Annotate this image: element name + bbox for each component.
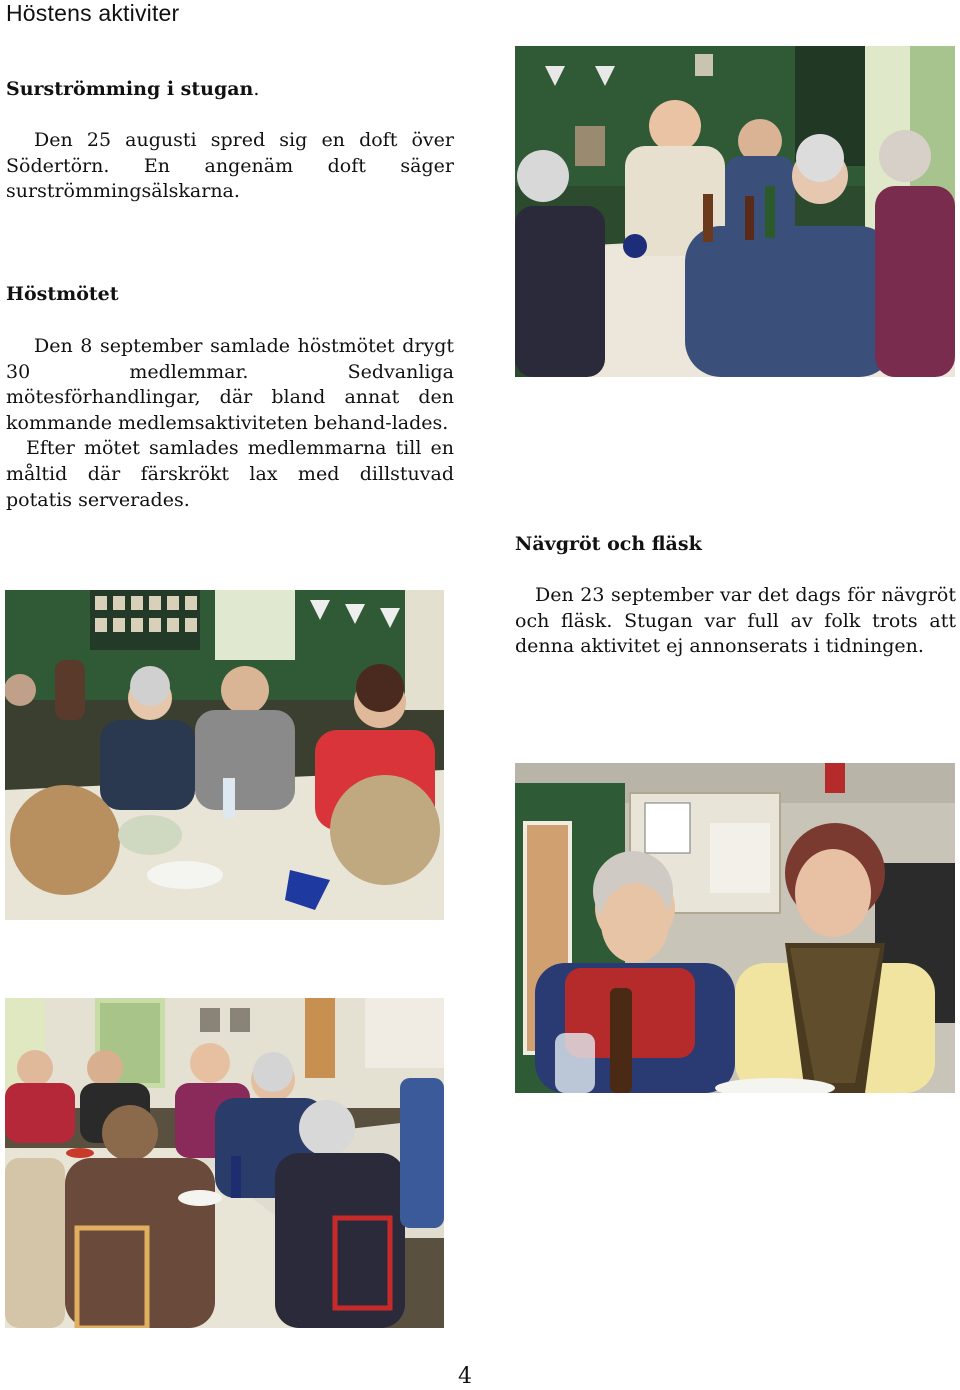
photo-two-women xyxy=(515,763,955,1093)
section-text-navgrot xyxy=(515,583,956,660)
page-number: 4 xyxy=(458,1364,472,1389)
paragraph: Den 8 september samlade höstmötet drygt 30 medlemmar. Sedvanliga mötesförhandlingar, där bland annat den kommande medlemsaktiviteten behand-lades. xyxy=(6,335,454,434)
paragraph: Efter mötet samlades medlemmarna till en måltid där färskrökt lax med dillstuvad potatis serverades. xyxy=(6,437,454,511)
section-heading-hostmotet: Höstmötet xyxy=(6,283,119,305)
section-text-hostmotet xyxy=(6,334,454,513)
heading-text: Surströmming i stugan xyxy=(6,78,254,100)
paragraph: Den 25 augusti spred sig en doft över Södertörn. En angenäm doft säger surströmmingsälskarna. xyxy=(6,129,454,203)
section-text-surstromming xyxy=(6,128,454,205)
section-heading-surstromming xyxy=(6,78,259,100)
photo-navgrot-table xyxy=(5,998,444,1328)
paragraph: Den 23 september var det dags för nävgröt och fläsk. Stugan var full av folk trots att denna aktivitet ej annonserats i tidningen. xyxy=(515,584,956,658)
photo-surstromming-dinner xyxy=(515,46,955,377)
page-title: Höstens aktiviter xyxy=(6,0,180,26)
photo-hostmotet-meal xyxy=(5,590,444,920)
section-heading-navgrot: Nävgröt och fläsk xyxy=(515,533,702,555)
heading-period: . xyxy=(253,78,260,100)
